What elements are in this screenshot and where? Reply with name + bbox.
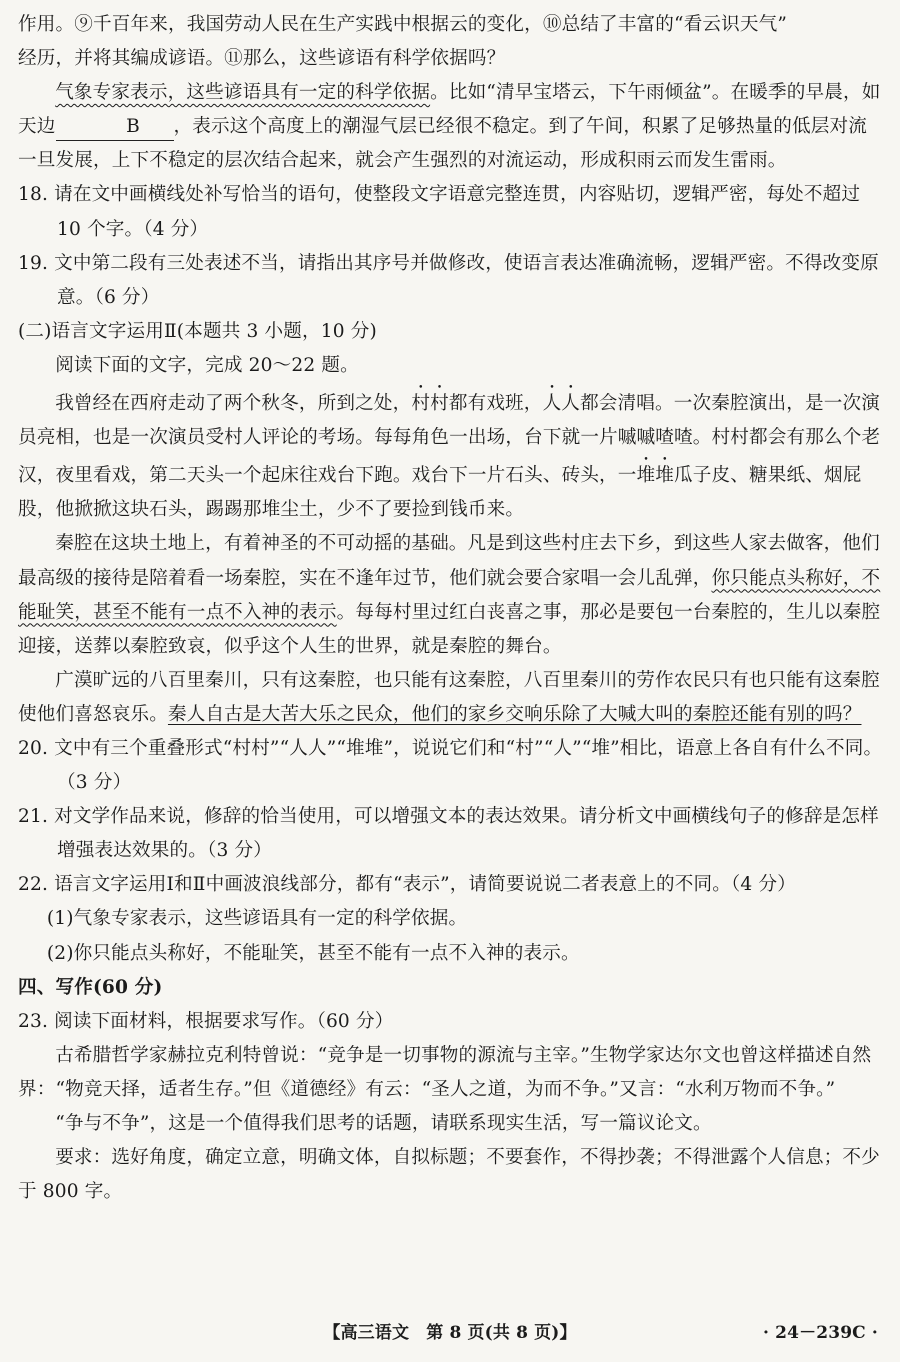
exam-code: · 24－239C · — [763, 1323, 878, 1343]
passage1-para2-text-a: 。比如“清早宝塔云，下午雨倾盆”。在暖季的早晨，如天边 — [18, 82, 881, 138]
question-23-topic: “争与不争”，这是一个值得我们思考的话题，请联系现实生活，写一篇议论文。 — [55, 1113, 712, 1134]
passage2-para3-text-a: 广漠旷远的八百里秦川，只有这秦腔，也只能有这秦腔，八百里秦川的劳作农民只有也只能有这秦腔使他们喜怒哀乐。 — [18, 669, 880, 725]
passage2-para2-text-a: 秦腔在这块土地上，有着神圣的不可动摇的基础。凡是到这些村庄去下乡，到这些人家去做客，他们最高级的接待是陪着看一场秦腔，实在不逢年过节，他们就会要合家唱一会儿乱弹， — [18, 533, 880, 589]
emphasis-cuncun: 村村 — [411, 393, 449, 415]
passage2-para1 — [18, 383, 884, 527]
passage2-para2 — [18, 527, 884, 663]
page-footer — [0, 1318, 900, 1348]
passage2-para1-text-b: 都有戏班， — [448, 393, 543, 415]
question-23-requirements: 要求：选好角度，确定立意，明确文体，自拟标题；不要套作，不得抄袭；不得泄露个人信息；不少于 800 字。 — [18, 1147, 880, 1203]
question-20: 20. 文中有三个重叠形式“村村”“人人”“堆堆”，说说它们和“村”“人”“堆”相比，语意上各自有什么不同。（3 分） — [18, 737, 883, 794]
underlined-sentence: 秦人自古是大苦大乐之民众，他们的家乡交响乐除了大喊大叫的秦腔还能有别的吗？ — [167, 703, 862, 725]
question-19: 19. 文中第二段有三处表述不当，请指出其序号并做修改，使语言表达准确流畅，逻辑严密。不得改变原意。（6 分） — [18, 252, 879, 308]
passage2-para1-text-d: 瓜子皮、糖果纸、烟屁股，他掀掀这块石头，踢踢那堆尘土，少不了要捡到钱币来。 — [18, 465, 862, 521]
passage1-para2 — [18, 76, 884, 178]
wavy-underlined-sentence-2: 你只能点头称好，不能耻笑，甚至不能有一点不入神的表示 — [18, 567, 881, 623]
section2-heading: (二)语言文字运用Ⅱ(本题共 3 小题，10 分) — [18, 320, 377, 342]
passage1-para1 — [18, 8, 884, 76]
passage2-para1-text-a: 我曾经在西府走动了两个秋冬，所到之处， — [55, 393, 412, 415]
passage2-para2-text-b: 。每每村里过红白丧喜之事，那必是要包一台秦腔的，生儿以秦腔迎接，送葬以秦腔致哀，似乎这个人生的世界，就是秦腔的舞台。 — [18, 601, 881, 657]
passage1-line1: 作用。⑨千百年来，我国劳动人民在生产实践中根据云的变化，⑩总结了丰富的“看云识天气” — [18, 14, 788, 35]
blank-b: B — [56, 114, 174, 141]
passage2-para3 — [18, 664, 884, 732]
section2-intro: 阅读下面的文字，完成 20～22 题。 — [55, 354, 359, 376]
passage2-para1-text-c: 都会清唱。一次秦腔演出，是一次演员亮相，也是一次演员受村人评论的考场。每每角色一出场，台下就一片嘁嘁喳喳。村村都会有那么个老汉，夜里看戏，第二天头一个起床往戏台下跑。戏台下一片石头、砖头，一 — [18, 393, 881, 487]
section4-heading: 四、写作(60 分) — [18, 976, 163, 998]
wavy-underlined-sentence-1: 气象专家表示，这些谚语具有一定的科学依据 — [55, 82, 431, 104]
question-22-item-1: (1)气象专家表示，这些谚语具有一定的科学依据。 — [46, 908, 468, 930]
page-number-label: 【高三语文 第 8 页(共 8 页)】 — [323, 1323, 577, 1343]
emphasis-duidui: 堆堆 — [636, 465, 675, 487]
passage1-line2: 经历，并将其编成谚语。⑪那么，这些谚语有科学依据吗？ — [18, 48, 506, 70]
question-23-material: 古希腊哲学家赫拉克利特曾说：“竞争是一切事物的源流与主宰。”生物学家达尔文也曾这样描述自然界：“物竞天择，适者生存。”但《道德经》有云：“圣人之道，为而不争。”又言：“水利万物而不争。” — [18, 1044, 872, 1100]
question-18: 18. 请在文中画横线处补写恰当的语句，使整段文字语意完整连贯，内容贴切，逻辑严密，每处不超过 10 个字。（4 分） — [18, 184, 861, 240]
question-21: 21. 对文学作品来说，修辞的恰当使用，可以增强文本的表达效果。请分析文中画横线句子的修辞是怎样增强表达效果的。（3 分） — [18, 806, 879, 862]
question-22-item-2: (2)你只能点头称好，不能耻笑，甚至不能有一点不入神的表示。 — [46, 942, 580, 964]
question-23: 23. 阅读下面材料，根据要求写作。（60 分） — [18, 1010, 394, 1032]
emphasis-renren: 人人 — [542, 393, 581, 415]
question-22: 22. 语言文字运用Ⅰ和Ⅱ中画波浪线部分，都有“表示”，请简要说说二者表意上的不同。（4 分） — [18, 874, 796, 896]
passage1-para2-text-b: ，表示这个高度上的潮湿气层已经很不稳定。到了午间，积累了足够热量的低层对流一旦发展，上下不稳定的层次结合起来，就会产生强烈的对流运动，形成积雨云而发生雷雨。 — [18, 116, 868, 172]
